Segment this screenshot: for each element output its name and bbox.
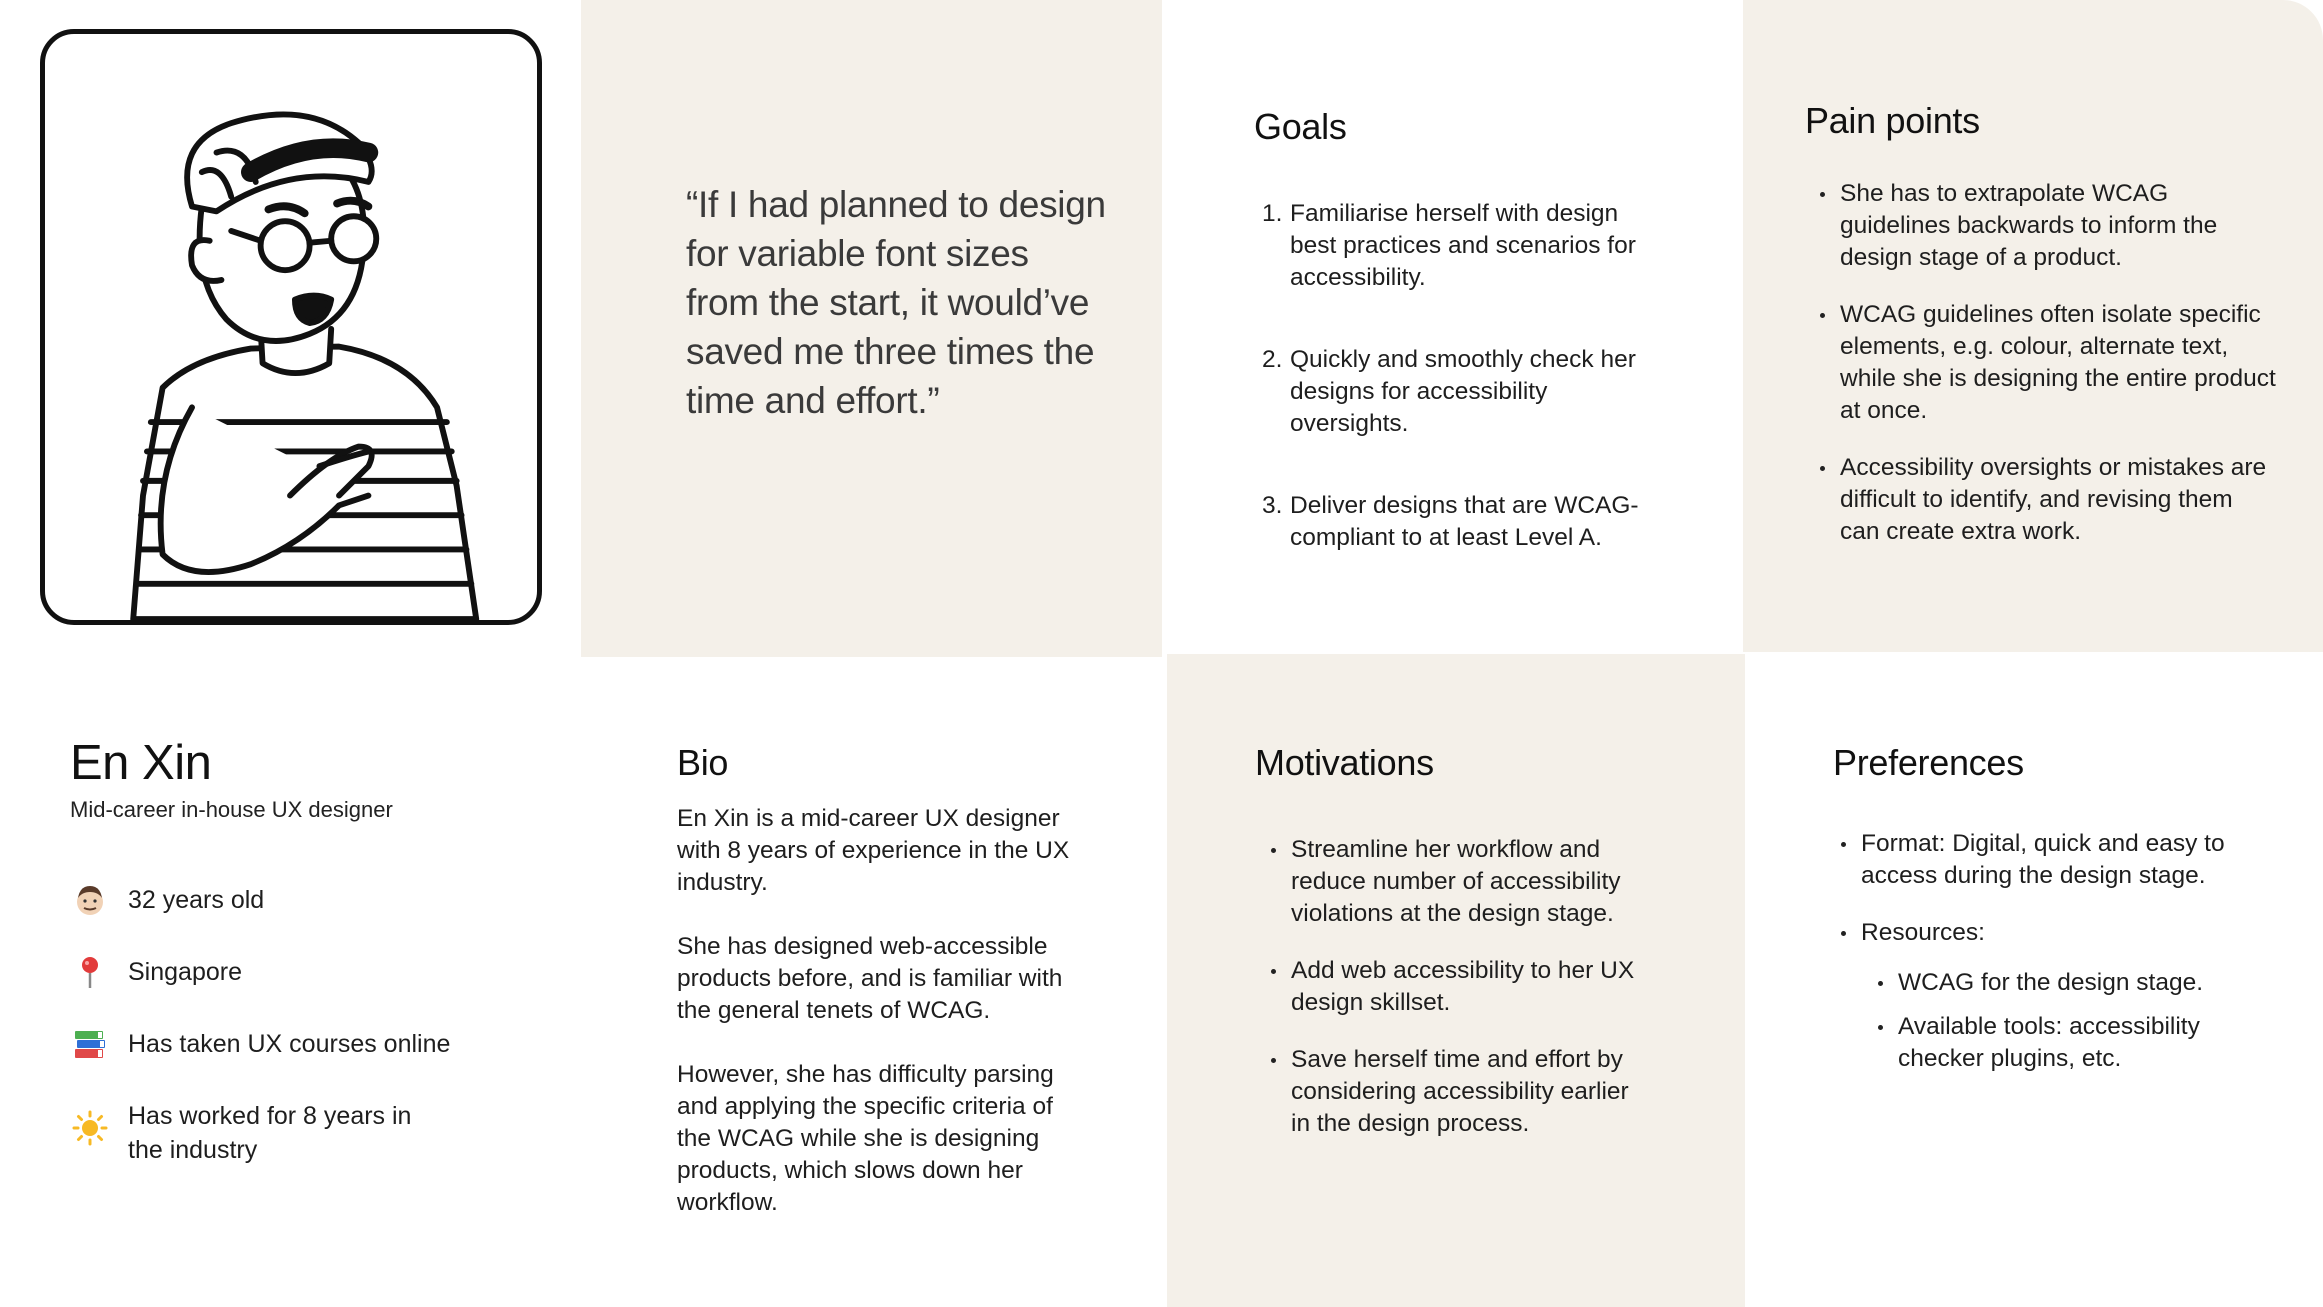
pain-point-item: She has to extrapolate WCAG guidelines backwards to inform the design stage of a product. — [1817, 178, 2277, 274]
books-icon — [70, 1024, 110, 1064]
motivations-title: Motivations — [1255, 742, 1434, 783]
goal-item: 3. Deliver designs that are WCAG-compliant to at least Level A. — [1262, 492, 1639, 551]
persona-name: En Xin — [70, 736, 212, 790]
persona-facts — [70, 880, 490, 1199]
motivation-item: Streamline her workflow and reduce number of accessibility violations at the design stage. — [1268, 834, 1648, 930]
fact-courses: Has taken UX courses online — [70, 1024, 490, 1064]
persona-role: Mid-career in-house UX designer — [70, 797, 393, 822]
preference-resources: Resources: WCAG for the design stage. Available tools: accessibility checker plugins, etc. — [1838, 917, 2258, 1075]
goals-list — [1262, 198, 1662, 604]
pain-points-list — [1817, 178, 2277, 573]
bio-paragraph: However, she has difficulty parsing and applying the specific criteria of the WCAG while she is designing products, which slows down her workflow. — [677, 1061, 1054, 1216]
motivations-list — [1268, 834, 1648, 1165]
location-pin-icon — [70, 952, 110, 992]
bio-text — [677, 803, 1077, 1251]
fact-location: Singapore — [70, 952, 490, 992]
bio-title: Bio — [677, 742, 729, 783]
pain-point-item: WCAG guidelines often isolate specific elements, e.g. colour, alternate text, while she is designing the entire product at once. — [1817, 299, 2277, 427]
pain-points-title: Pain points — [1805, 100, 1980, 141]
motivation-item: Save herself time and effort by considering accessibility earlier in the design process. — [1268, 1044, 1648, 1140]
resources-list — [1875, 967, 2258, 1075]
sun-icon — [70, 1108, 110, 1148]
fact-experience: Has worked for 8 years in the industry — [70, 1096, 490, 1167]
preferences-list — [1838, 828, 2258, 1100]
preferences-title: Preferences — [1833, 742, 2024, 783]
resource-item: WCAG for the design stage. — [1875, 967, 2258, 999]
motivation-item: Add web accessibility to her UX design skillset. — [1268, 955, 1648, 1019]
goals-title: Goals — [1254, 106, 1347, 147]
man-face-icon — [70, 880, 110, 920]
goal-item: 2. Quickly and smoothly check her designs for accessibility oversights. — [1262, 346, 1636, 437]
bio-paragraph: She has designed web-accessible products before, and is familiar with the general tenets of WCAG. — [677, 933, 1063, 1024]
goal-item: 1. Familiarise herself with design best practices and scenarios for accessibility. — [1262, 200, 1636, 291]
fact-age: 32 years old — [70, 880, 490, 920]
preference-format: Format: Digital, quick and easy to access during the design stage. — [1838, 828, 2258, 892]
persona-avatar — [40, 29, 542, 625]
pain-point-item: Accessibility oversights or mistakes are difficult to identify, and revising them can create extra work. — [1817, 452, 2277, 548]
bio-paragraph: En Xin is a mid-career UX designer with 8 years of experience in the UX industry. — [677, 805, 1070, 896]
persona-quote: “If I had planned to design for variable font sizes from the start, it would’ve saved me three times the time and effort.” — [686, 184, 1106, 421]
resource-item: Available tools: accessibility checker plugins, etc. — [1875, 1011, 2258, 1075]
